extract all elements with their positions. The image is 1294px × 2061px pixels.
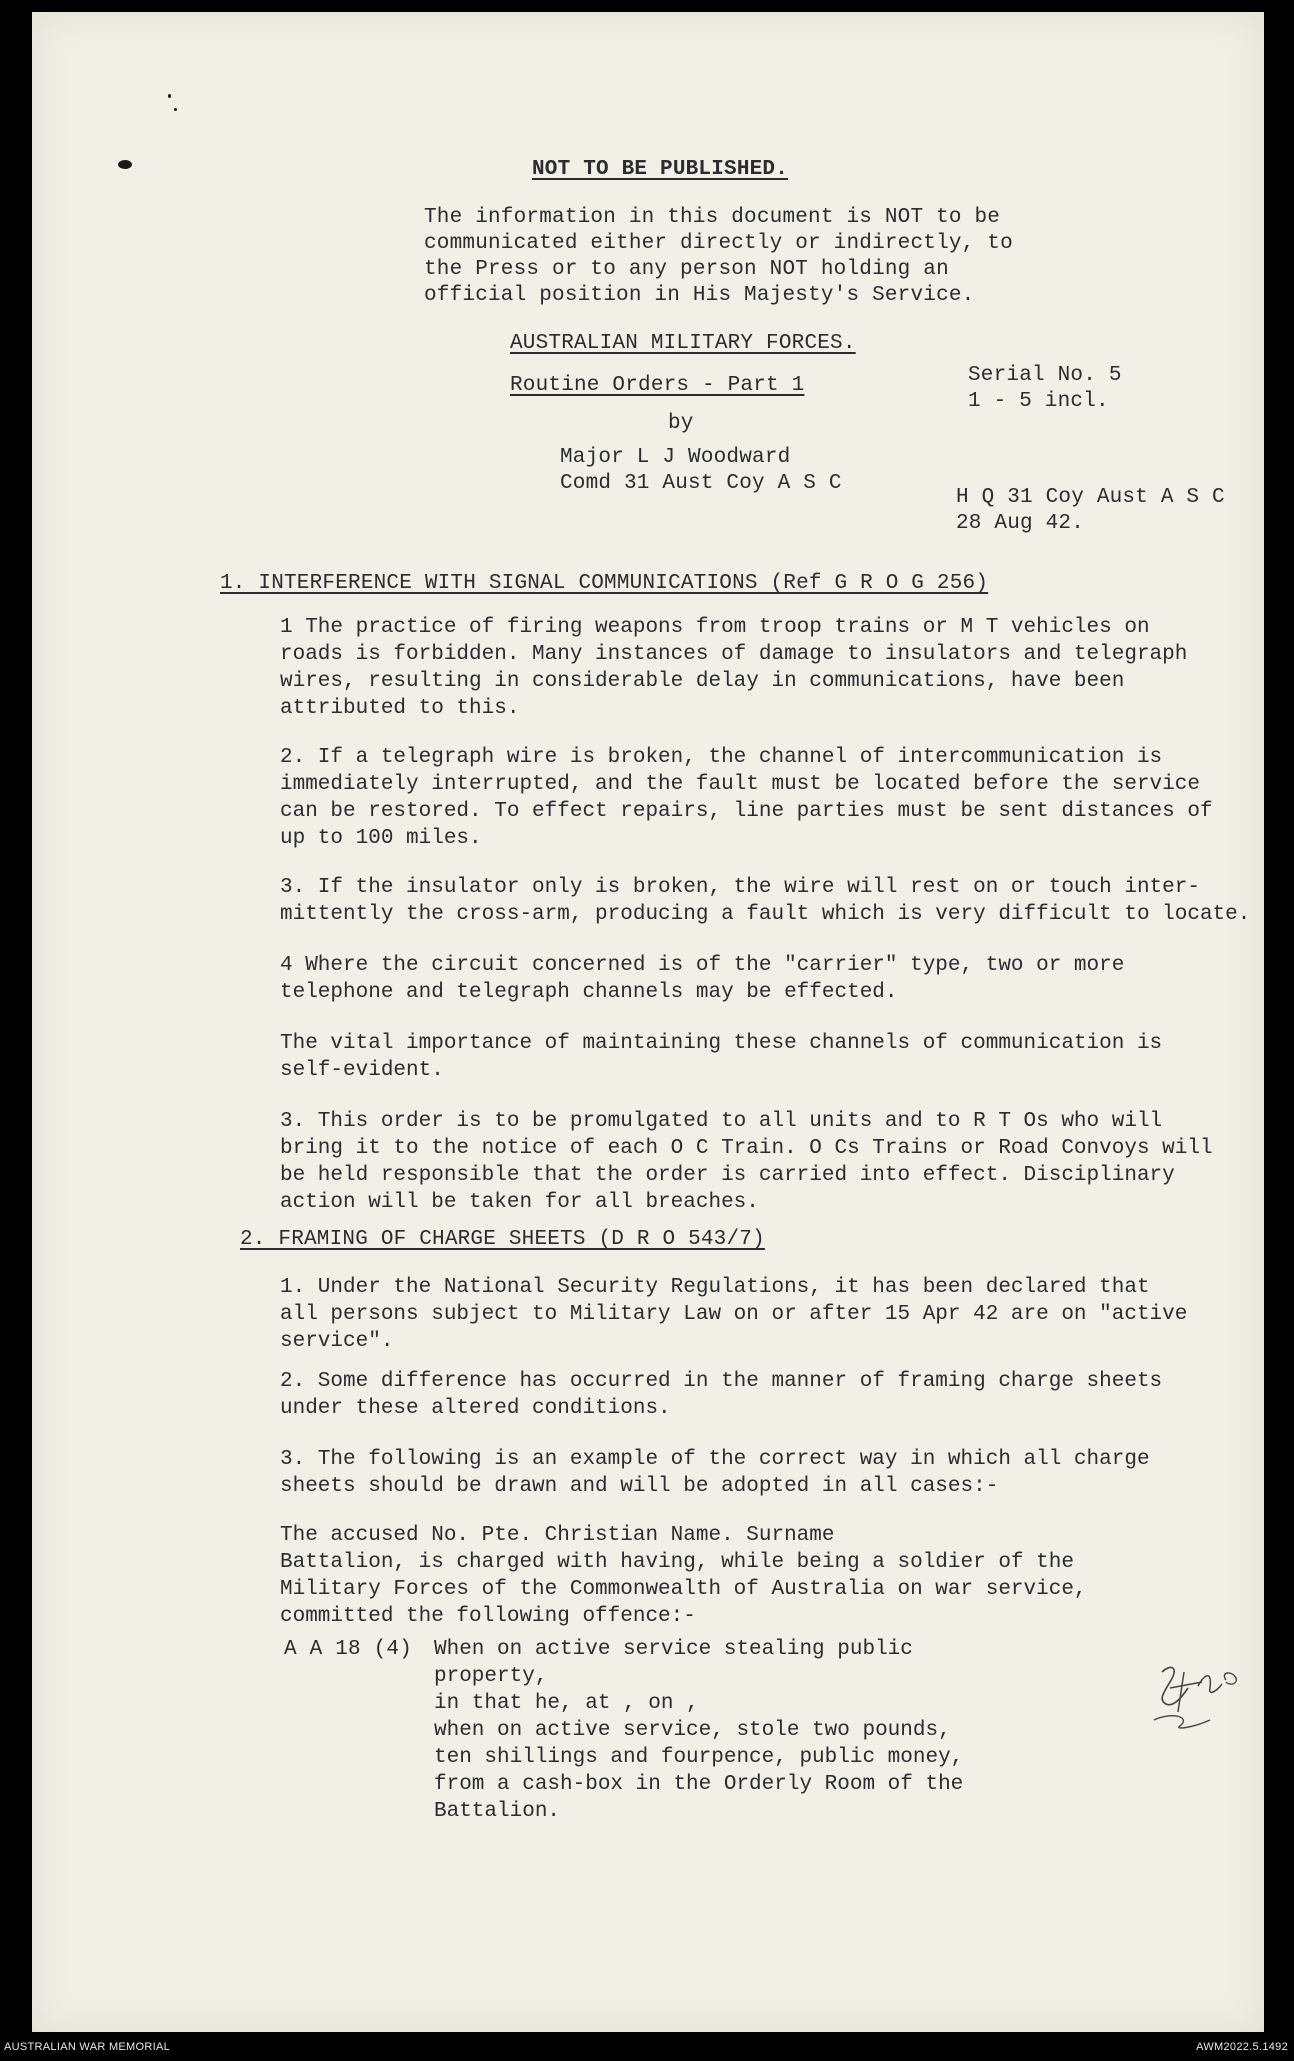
ink-speck: [118, 160, 132, 169]
section-1-para-1: 1 The practice of firing weapons from troop trains or M T vehicles on roads is forbidden. Many instances of damage to insulators and telegraph wires, resulting in considerable delay in communications, have been attributed to this.: [280, 616, 1188, 720]
author-command: Comd 31 Aust Coy A S C: [560, 472, 842, 495]
serial-range: 1 - 5 incl.: [968, 390, 1109, 413]
section-2-para-1: 1. Under the National Security Regulations, it has been declared that all persons subject to Military Law on or after 15 Apr 42 are on "active service".: [280, 1276, 1188, 1353]
forces-heading: AUSTRALIAN MILITARY FORCES.: [510, 332, 856, 355]
document-page: [32, 12, 1264, 2032]
army-act-reference: A A 18 (4): [284, 1638, 413, 1661]
section-1-para-5: The vital importance of maintaining these channels of communication is self-evident.: [280, 1032, 1163, 1082]
section-2-heading: 2. FRAMING OF CHARGE SHEETS (D R O 543/7): [240, 1228, 765, 1251]
hq-line: H Q 31 Coy Aust A S C: [956, 486, 1225, 509]
notice-line: The information in this document is NOT to be: [424, 206, 1001, 229]
date-line: 28 Aug 42.: [956, 512, 1085, 535]
handwritten-initials: [1140, 1642, 1260, 1742]
notice-line: the Press or to any person NOT holding an: [424, 258, 949, 281]
ink-speck: [174, 108, 177, 111]
ink-speck: [168, 94, 171, 98]
section-1-para-6: 3. This order is to be promulgated to all units and to R T Os who will bring it to the notice of each O C Train. O Cs Trains or Road Convoys will be held responsible that the order is carried into effect. Disciplinary action will be taken for all breaches.: [280, 1110, 1213, 1214]
orders-heading: Routine Orders - Part 1: [510, 374, 805, 397]
restriction-title: NOT TO BE PUBLISHED.: [532, 158, 789, 181]
notice-line: communicated either directly or indirectly, to: [424, 232, 1013, 255]
serial-number: Serial No. 5: [968, 364, 1122, 387]
section-1-para-4: 4 Where the circuit concerned is of the "carrier" type, two or more telephone and telegraph channels may be effected.: [280, 954, 1125, 1004]
footer-right: AWM2022.5.1492: [1196, 2041, 1288, 2053]
section-1-para-3: 3. If the insulator only is broken, the wire will rest on or touch inter- mittently the cross-arm, producing a fault which is very difficult to locate.: [280, 876, 1251, 926]
section-2-para-3: 3. The following is an example of the correct way in which all charge sheets should be drawn and will be adopted in all cases:-: [280, 1448, 1150, 1498]
section-1-heading: 1. INTERFERENCE WITH SIGNAL COMMUNICATIONS (Ref G R O G 256): [220, 572, 989, 595]
footer-left: AUSTRALIAN WAR MEMORIAL: [4, 2041, 171, 2053]
offence-text: When on active service stealing public property, in that he, at , on , when on active service, stole two pounds, ten shillings and fourpence, public money, from a cash-box in the Orderly Room of the Battalion.: [434, 1638, 964, 1823]
section-1-para-2: 2. If a telegraph wire is broken, the channel of intercommunication is immediately interrupted, and the fault must be located before the service can be restored. To effect repairs, line parties must be sent distances of up to 100 miles.: [280, 746, 1213, 850]
author-name: Major L J Woodward: [560, 446, 791, 469]
charge-example: The accused No. Pte. Christian Name. Surname Battalion, is charged with having, while being a soldier of the Military Forces of the Commonwealth of Australia on war service, committed the following offence:-: [280, 1524, 1087, 1628]
by-label: by: [668, 412, 694, 435]
notice-line: official position in His Majesty's Service.: [424, 284, 975, 307]
section-2-para-2: 2. Some difference has occurred in the manner of framing charge sheets under these altered conditions.: [280, 1370, 1163, 1420]
